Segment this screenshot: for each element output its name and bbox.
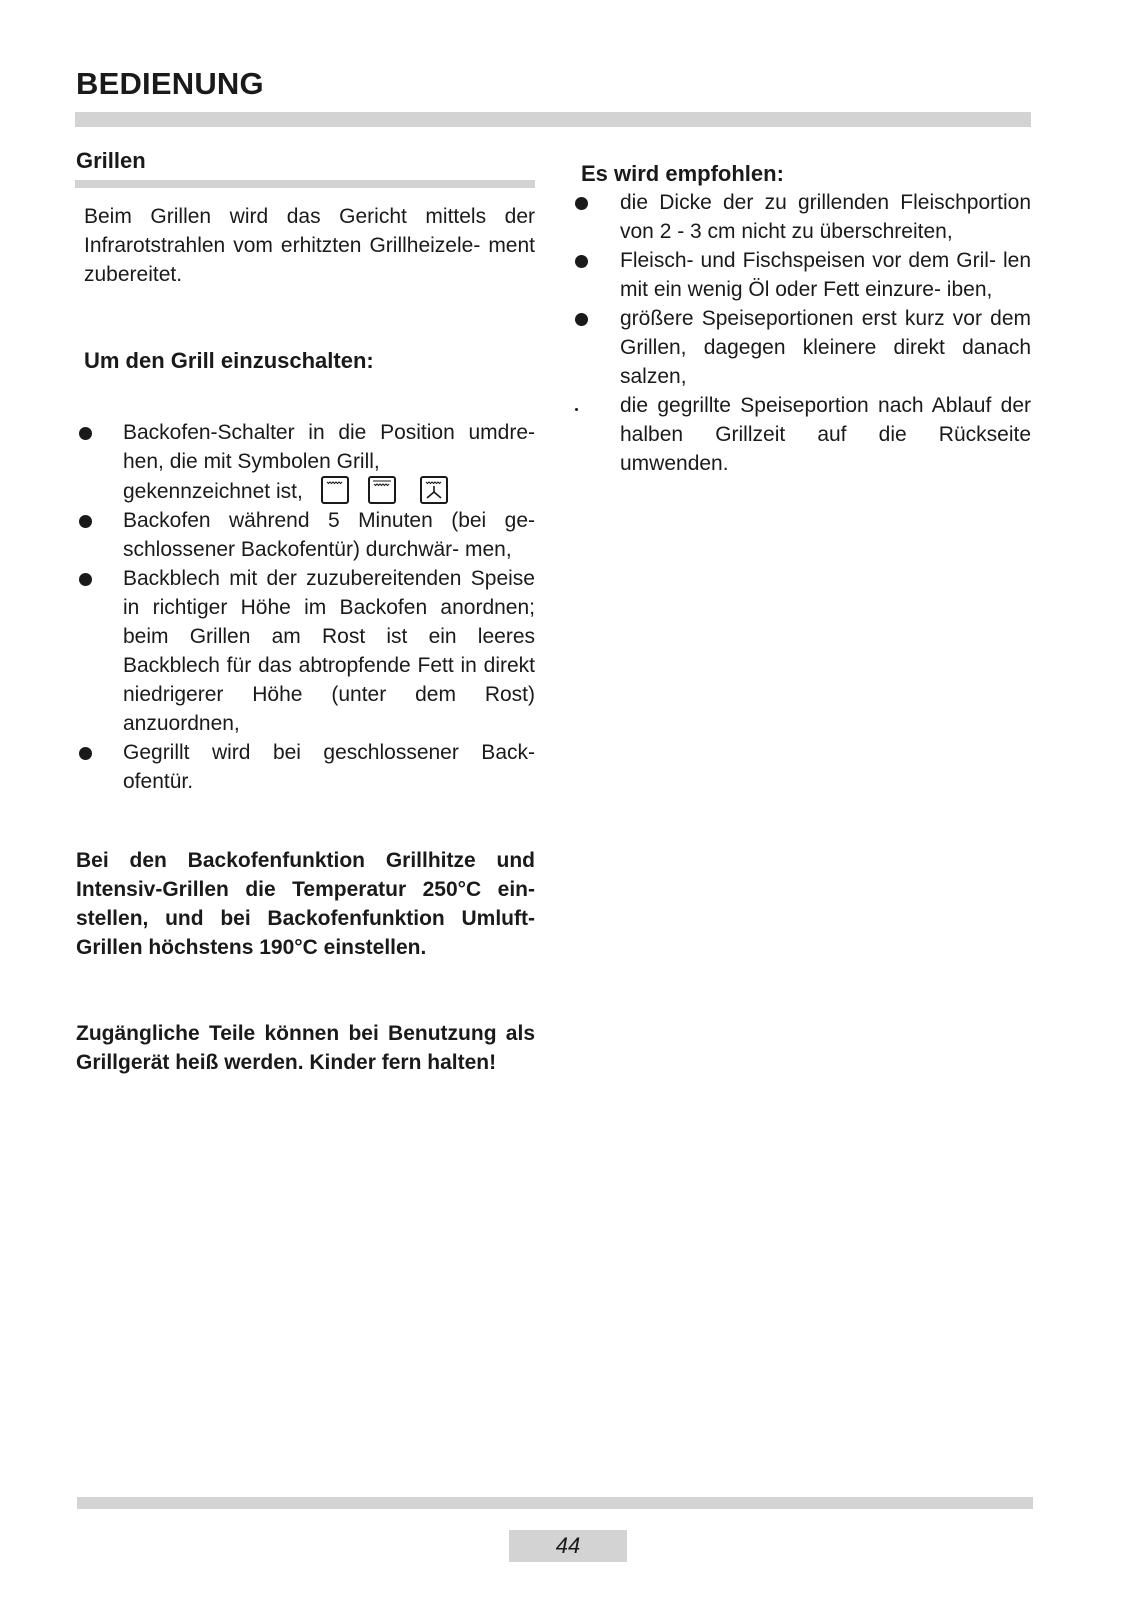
header-divider	[75, 112, 1031, 127]
list-item	[76, 506, 535, 564]
section-heading: Grillen	[76, 148, 146, 173]
step-text: Gegrillt wird bei geschlossener Back- ofentür.	[123, 741, 535, 793]
list-item	[76, 418, 535, 506]
bullet-icon	[79, 573, 92, 586]
section-divider	[75, 180, 535, 188]
bullet-icon	[79, 515, 92, 528]
step-text: Backofen-Schalter in die Position umdre- hen, die mit Symbolen Grill,	[123, 421, 535, 473]
subheading-switch-on: Um den Grill einzuschalten:	[84, 348, 374, 373]
bullet-icon	[575, 313, 588, 326]
recommendations-heading: Es wird empfohlen:	[581, 161, 784, 186]
page-title: BEDIENUNG	[76, 66, 264, 101]
step-icons-line	[123, 476, 535, 506]
footer-divider	[77, 1497, 1033, 1509]
bullet-icon	[575, 255, 588, 268]
recommendations-list	[575, 188, 1031, 478]
bullet-icon	[575, 197, 588, 210]
recommendation-text: die gegrillte Speiseportion nach Ablauf der halben Grillzeit auf die Rückseite umwenden.	[620, 394, 1031, 475]
step-text: Backblech mit der zuzubereitenden Speise in richtiger Höhe im Backofen anordnen; beim Grillen am Rost ist ein leeres Backblech für das abtropfende Fett in direkt niedrigerer Höhe (unter dem Rost) anzuordnen,	[123, 567, 535, 735]
oven-top-grill-icon	[321, 476, 349, 504]
recommendation-text: größere Speiseportionen erst kurz vor dem Grillen, dagegen kleinere direkt danach salzen,	[620, 307, 1031, 388]
step-text-cont: gekennzeichnet ist,	[123, 480, 303, 503]
temperature-note: Bei den Backofenfunktion Grillhitze und Intensiv-Grillen die Temperatur 250°C ein- stellen, und bei Backofenfunktion Umluft- Grillen höchstens 190°C einstellen.	[76, 849, 535, 959]
steps-list	[76, 418, 535, 796]
bullet-icon	[575, 408, 578, 411]
list-item	[76, 564, 535, 738]
recommendation-text: Fleisch- und Fischspeisen vor dem Gril- len mit ein wenig Öl oder Fett einzure- iben,	[620, 249, 1031, 301]
list-item	[575, 391, 1031, 478]
page-number: 44	[509, 1530, 627, 1562]
list-item	[575, 304, 1031, 391]
bullet-icon	[79, 427, 92, 440]
oven-intensive-grill-icon	[368, 476, 396, 504]
list-item	[575, 188, 1031, 246]
list-item	[575, 246, 1031, 304]
intro-paragraph: Beim Grillen wird das Gericht mittels der Infrarotstrahlen vom erhitzten Grillheizele- ment zubereitet.	[84, 205, 535, 286]
oven-fan-grill-icon	[420, 476, 448, 504]
warning-note: Zugängliche Teile können bei Benutzung als Grillgerät heiß werden. Kinder fern halten!	[76, 1022, 535, 1074]
bullet-icon	[79, 747, 92, 760]
step-text: Backofen während 5 Minuten (bei ge- schlossener Backofentür) durchwär- men,	[123, 509, 535, 561]
list-item	[76, 738, 535, 796]
recommendation-text: die Dicke der zu grillenden Fleischportion von 2 - 3 cm nicht zu überschreiten,	[620, 191, 1031, 243]
